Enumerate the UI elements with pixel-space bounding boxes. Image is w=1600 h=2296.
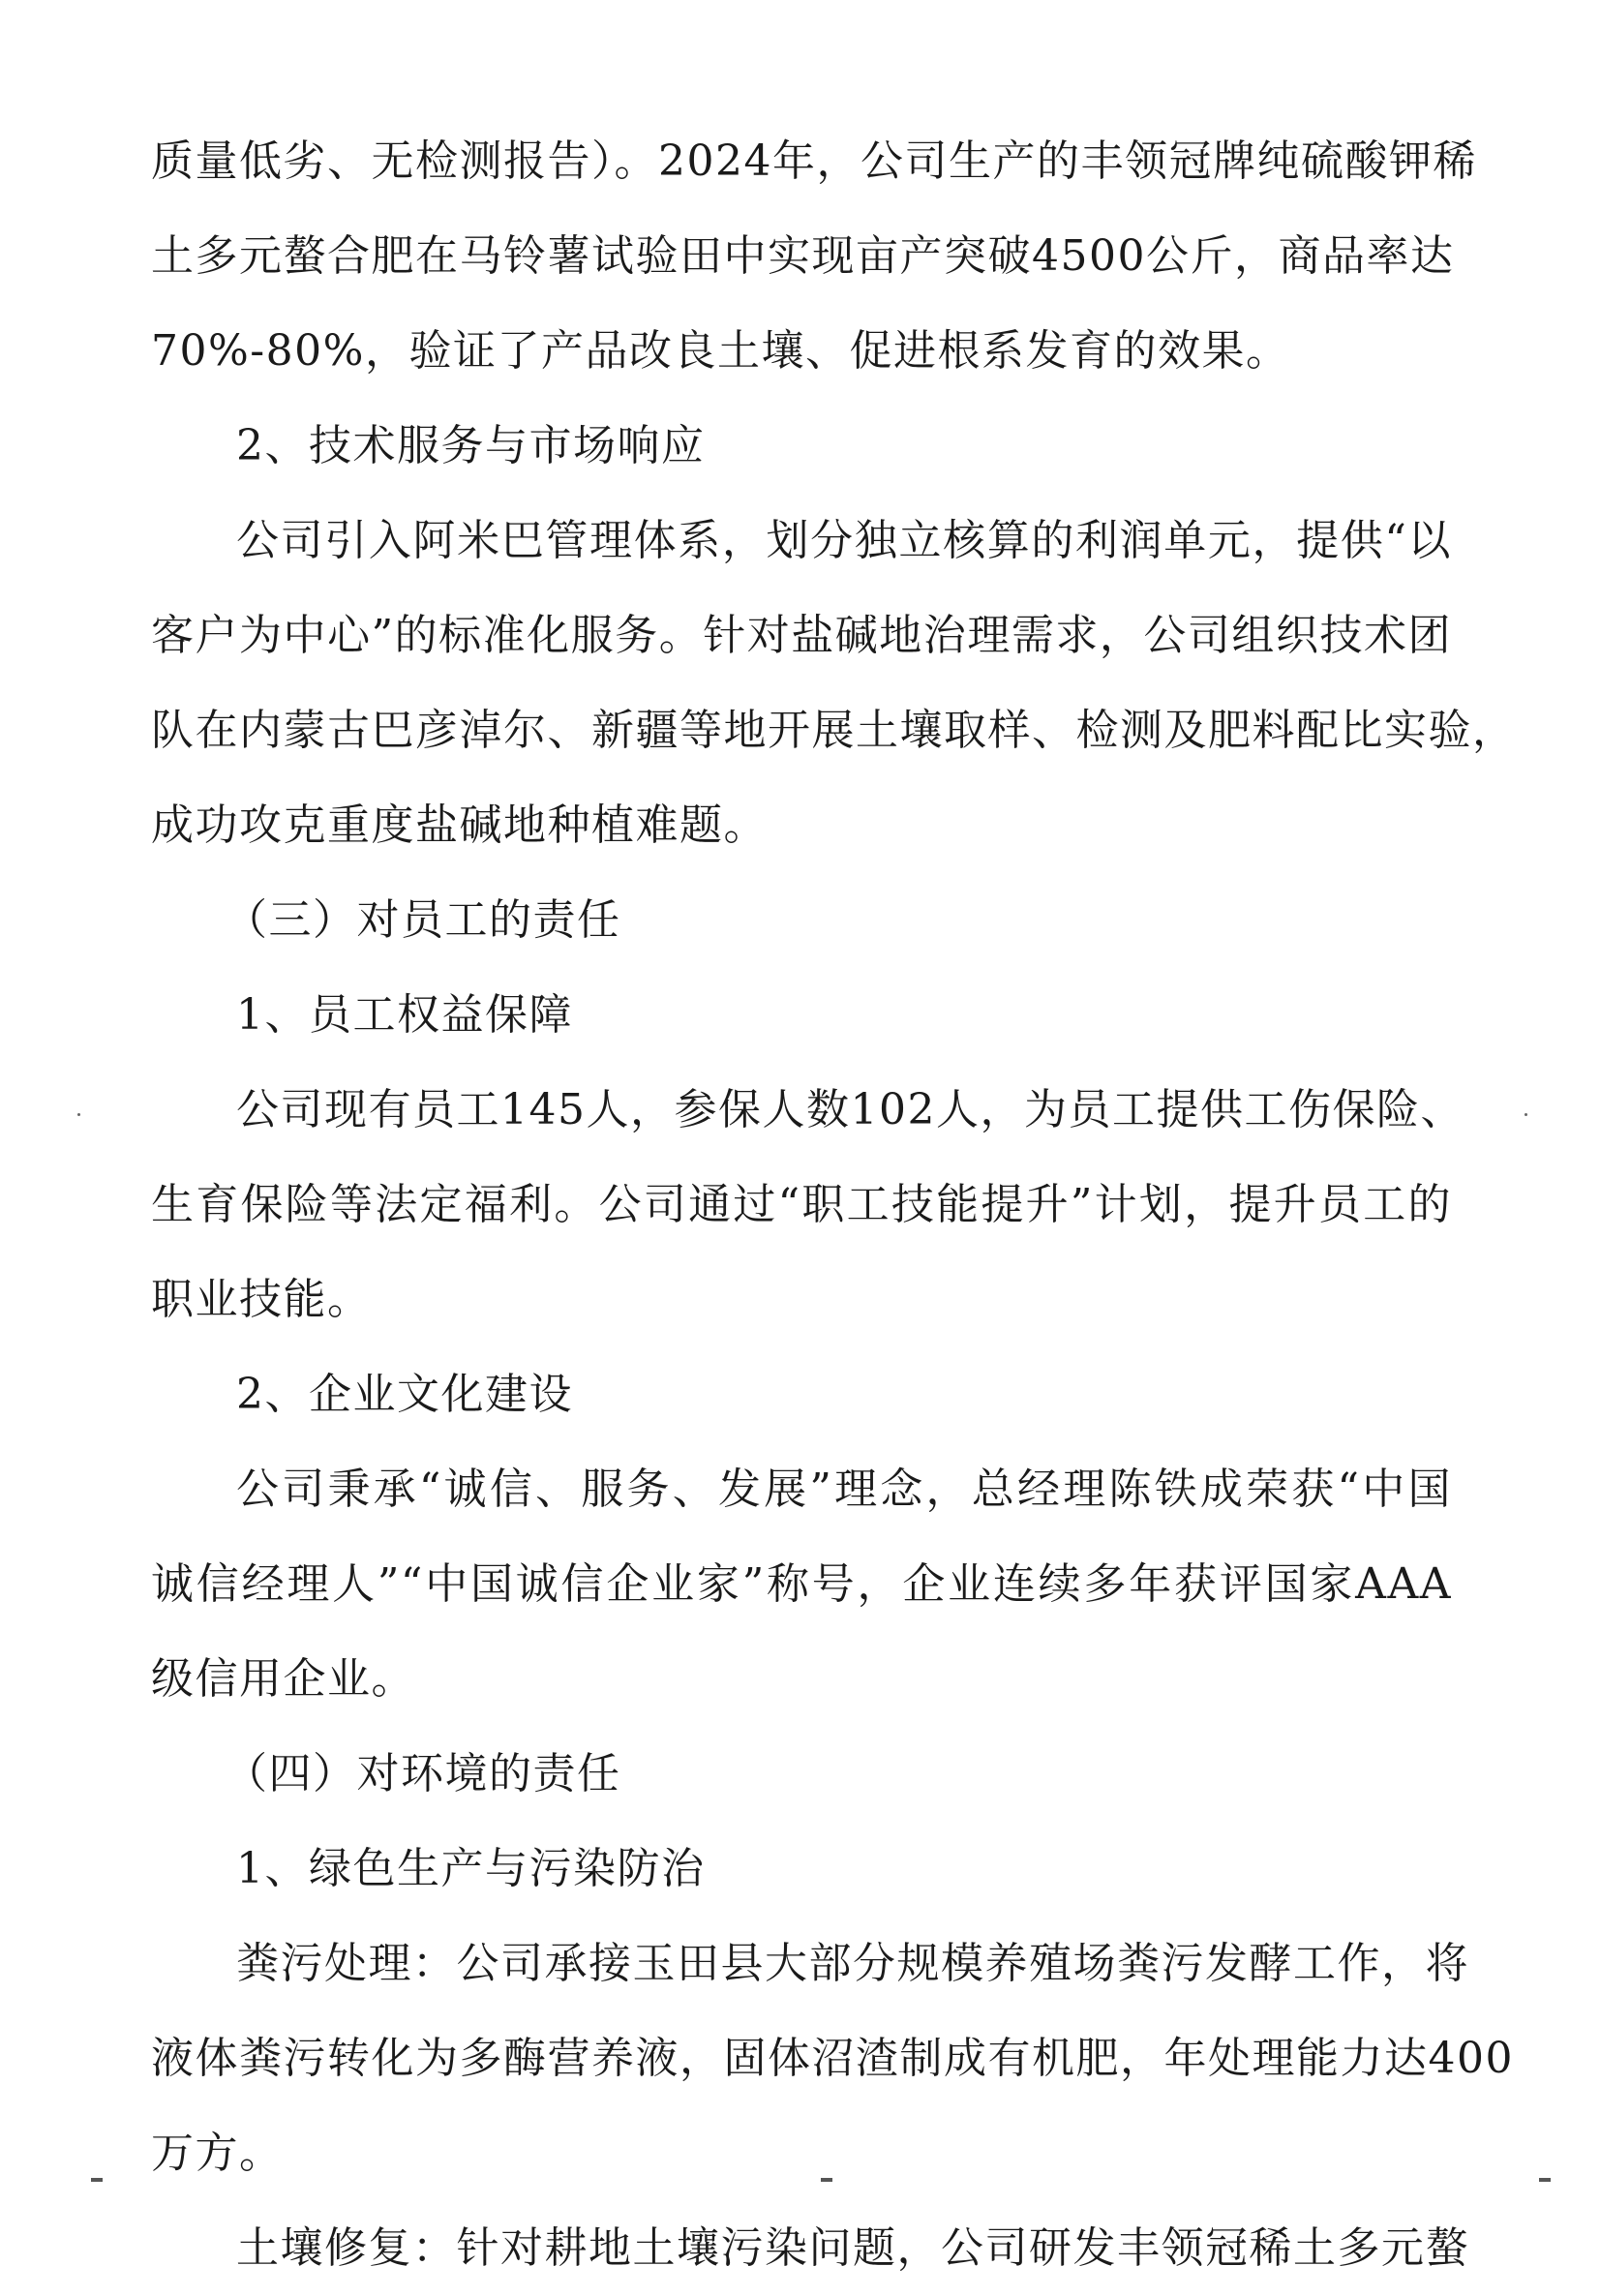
section-heading: （三）对员工的责任 xyxy=(225,895,621,945)
subsection-heading: 1、绿色生产与污染防治 xyxy=(236,1844,706,1893)
body-line: 公司秉承“诚信、服务、发展”理念，总经理陈铁成荣获“中国 xyxy=(236,1465,1452,1514)
scan-speck xyxy=(77,1113,80,1116)
subsection-heading: 2、企业文化建设 xyxy=(236,1370,573,1419)
body-line: 70%-80%，验证了产品改良土壤、促进根系发育的效果。 xyxy=(151,326,1290,376)
scan-mark xyxy=(1539,2178,1551,2182)
scan-mark xyxy=(91,2178,103,2182)
body-line: 队在内蒙古巴彦淖尔、新疆等地开展土壤取样、检测及肥料配比实验， xyxy=(151,706,1517,755)
section-heading: （四）对环境的责任 xyxy=(225,1749,621,1798)
body-line: 生育保险等法定福利。公司通过“职工技能提升”计划，提升员工的 xyxy=(151,1180,1452,1229)
body-line: 级信用企业。 xyxy=(151,1654,415,1704)
body-line: 公司引入阿米巴管理体系，划分独立核算的利润单元，提供“以 xyxy=(236,516,1452,565)
document-page xyxy=(151,114,1517,2296)
scan-speck xyxy=(1525,1113,1527,1116)
body-line: 质量低劣、无检测报告）。2024年，公司生产的丰领冠牌纯硫酸钾稀 xyxy=(151,136,1477,186)
body-line: 诚信经理人”“中国诚信企业家”称号，企业连续多年获评国家AAA xyxy=(151,1559,1452,1609)
body-line: 职业技能。 xyxy=(151,1275,372,1324)
scan-mark xyxy=(821,2178,832,2182)
body-line: 液体粪污转化为多酶营养液，固体沼渣制成有机肥，年处理能力达400 xyxy=(151,2034,1514,2083)
body-line: 土壤修复：针对耕地土壤污染问题，公司研发丰领冠稀土多元螯 xyxy=(236,2223,1469,2273)
body-line: 公司现有员工145人，参保人数102人，为员工提供工伤保险、 xyxy=(236,1085,1464,1134)
subsection-heading: 1、员工权益保障 xyxy=(236,990,573,1040)
subsection-heading: 2、技术服务与市场响应 xyxy=(236,421,706,470)
body-line: 客户为中心”的标准化服务。针对盐碱地治理需求，公司组织技术团 xyxy=(151,611,1452,660)
body-line: 万方。 xyxy=(151,2129,284,2178)
body-line: 粪污处理：公司承接玉田县大部分规模养殖场粪污发酵工作，将 xyxy=(236,1939,1469,1988)
body-line: 成功攻克重度盐碱地种植难题。 xyxy=(151,801,768,850)
body-line: 土多元螯合肥在马铃薯试验田中实现亩产突破4500公斤，商品率达 xyxy=(151,231,1455,281)
